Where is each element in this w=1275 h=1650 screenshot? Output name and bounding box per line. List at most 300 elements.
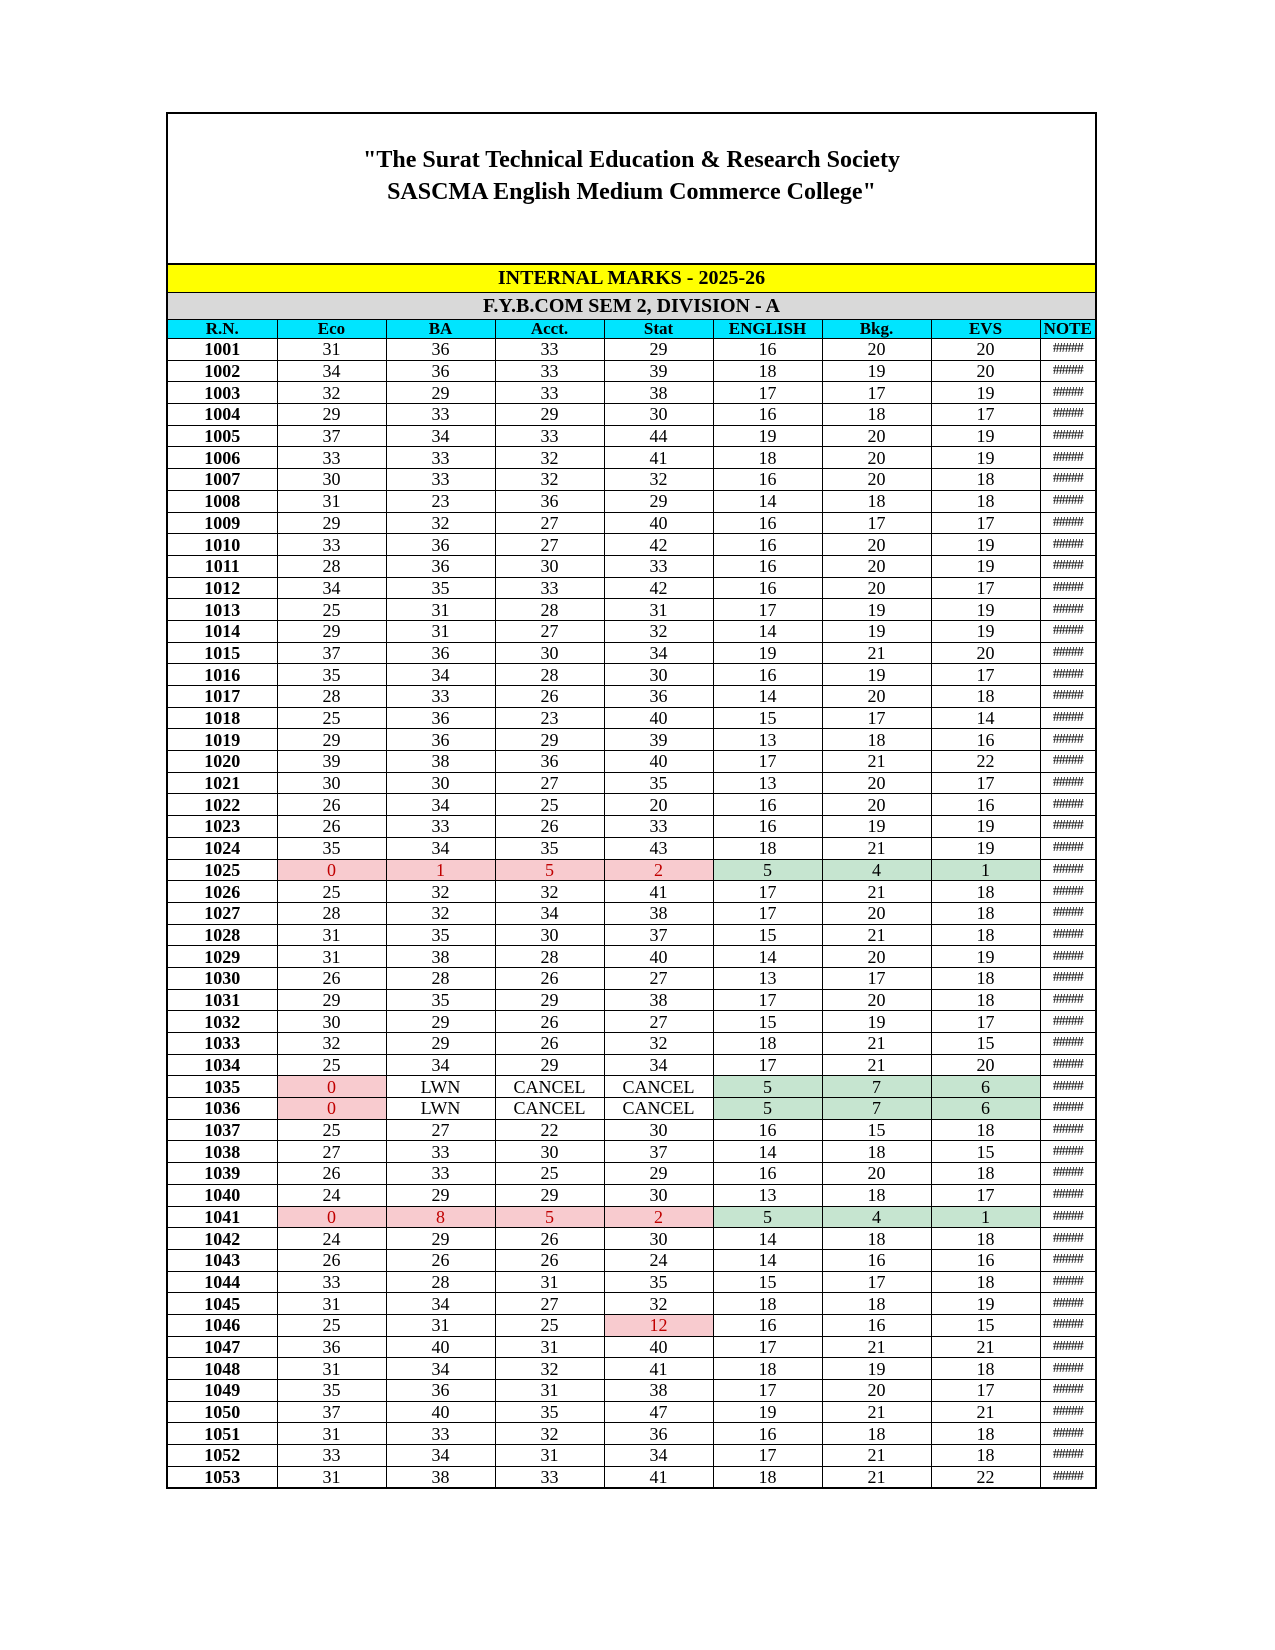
english-mark-cell: 5 (713, 1076, 822, 1098)
eco-mark-cell: 29 (277, 512, 386, 534)
acct-mark-cell: 33 (495, 360, 604, 382)
eco-mark-cell: 33 (277, 534, 386, 556)
ba-mark-cell: 31 (386, 1314, 495, 1336)
roll-number-cell: 1012 (168, 577, 277, 599)
bkg-mark-cell: 20 (822, 447, 931, 469)
roll-number-cell: 1021 (168, 772, 277, 794)
table-row (168, 729, 1095, 751)
eco-mark-cell: 30 (277, 772, 386, 794)
evs-mark-cell: 18 (931, 924, 1040, 946)
note-cell: ##### (1040, 1163, 1095, 1185)
stat-mark-cell: 37 (604, 924, 713, 946)
acct-mark-cell: 33 (495, 339, 604, 361)
stat-mark-cell: 35 (604, 772, 713, 794)
roll-number-cell: 1034 (168, 1054, 277, 1076)
table-row (168, 1445, 1095, 1467)
eco-mark-cell: 31 (277, 1423, 386, 1445)
eco-mark-cell: 25 (277, 1054, 386, 1076)
evs-mark-cell: 20 (931, 1054, 1040, 1076)
col-header-stat: Stat (604, 320, 713, 339)
bkg-mark-cell: 16 (822, 1314, 931, 1336)
acct-mark-cell: 32 (495, 447, 604, 469)
stat-mark-cell: 34 (604, 1445, 713, 1467)
note-cell: ##### (1040, 1054, 1095, 1076)
note-cell: ##### (1040, 1228, 1095, 1250)
table-row (168, 599, 1095, 621)
header-row (168, 320, 1095, 339)
bkg-mark-cell: 18 (822, 1293, 931, 1315)
eco-mark-cell: 32 (277, 382, 386, 404)
acct-mark-cell: 30 (495, 555, 604, 577)
acct-mark-cell: 29 (495, 1054, 604, 1076)
ba-mark-cell: 40 (386, 1401, 495, 1423)
eco-mark-cell: 37 (277, 642, 386, 664)
ba-mark-cell: 34 (386, 1054, 495, 1076)
evs-mark-cell: 19 (931, 534, 1040, 556)
table-row (168, 881, 1095, 903)
ba-mark-cell: 34 (386, 664, 495, 686)
evs-mark-cell: 17 (931, 512, 1040, 534)
eco-mark-cell: 25 (277, 1119, 386, 1141)
table-row (168, 902, 1095, 924)
acct-mark-cell: 32 (495, 469, 604, 491)
bkg-mark-cell: 21 (822, 1445, 931, 1467)
note-cell: ##### (1040, 881, 1095, 903)
col-header-acct: Acct. (495, 320, 604, 339)
roll-number-cell: 1009 (168, 512, 277, 534)
table-row (168, 1271, 1095, 1293)
stat-mark-cell: 38 (604, 902, 713, 924)
note-cell: ##### (1040, 967, 1095, 989)
note-cell: ##### (1040, 425, 1095, 447)
roll-number-cell: 1048 (168, 1358, 277, 1380)
acct-mark-cell: CANCEL (495, 1098, 604, 1120)
roll-number-cell: 1037 (168, 1119, 277, 1141)
bkg-mark-cell: 4 (822, 1206, 931, 1228)
acct-mark-cell: 26 (495, 967, 604, 989)
english-mark-cell: 19 (713, 642, 822, 664)
roll-number-cell: 1001 (168, 339, 277, 361)
evs-mark-cell: 18 (931, 1358, 1040, 1380)
english-mark-cell: 17 (713, 1380, 822, 1402)
ba-mark-cell: 36 (386, 707, 495, 729)
acct-mark-cell: 34 (495, 902, 604, 924)
bkg-mark-cell: 21 (822, 642, 931, 664)
english-mark-cell: 18 (713, 447, 822, 469)
acct-mark-cell: 26 (495, 686, 604, 708)
ba-mark-cell: 34 (386, 1445, 495, 1467)
bkg-mark-cell: 20 (822, 686, 931, 708)
ba-mark-cell: 29 (386, 1033, 495, 1055)
ba-mark-cell: 28 (386, 967, 495, 989)
eco-mark-cell: 26 (277, 794, 386, 816)
table-row (168, 382, 1095, 404)
english-mark-cell: 15 (713, 1011, 822, 1033)
table-row (168, 816, 1095, 838)
table-row (168, 1423, 1095, 1445)
roll-number-cell: 1029 (168, 946, 277, 968)
evs-mark-cell: 17 (931, 1380, 1040, 1402)
ba-mark-cell: 38 (386, 1466, 495, 1487)
evs-mark-cell: 18 (931, 967, 1040, 989)
roll-number-cell: 1018 (168, 707, 277, 729)
ba-mark-cell: 32 (386, 512, 495, 534)
table-row (168, 469, 1095, 491)
stat-mark-cell: 30 (604, 1184, 713, 1206)
note-cell: ##### (1040, 1011, 1095, 1033)
english-mark-cell: 17 (713, 382, 822, 404)
roll-number-cell: 1026 (168, 881, 277, 903)
stat-mark-cell: 47 (604, 1401, 713, 1423)
table-row (168, 1033, 1095, 1055)
evs-mark-cell: 6 (931, 1076, 1040, 1098)
english-mark-cell: 16 (713, 555, 822, 577)
english-mark-cell: 18 (713, 360, 822, 382)
ba-mark-cell: 29 (386, 1184, 495, 1206)
eco-mark-cell: 32 (277, 1033, 386, 1055)
english-mark-cell: 14 (713, 1249, 822, 1271)
stat-mark-cell: 44 (604, 425, 713, 447)
bkg-mark-cell: 19 (822, 664, 931, 686)
english-mark-cell: 18 (713, 1293, 822, 1315)
stat-mark-cell: 41 (604, 447, 713, 469)
evs-mark-cell: 17 (931, 1184, 1040, 1206)
evs-mark-cell: 19 (931, 1293, 1040, 1315)
table-row (168, 989, 1095, 1011)
note-cell: ##### (1040, 1184, 1095, 1206)
stat-mark-cell: 29 (604, 339, 713, 361)
bkg-mark-cell: 21 (822, 837, 931, 859)
evs-mark-cell: 1 (931, 859, 1040, 881)
bkg-mark-cell: 21 (822, 1466, 931, 1487)
note-cell: ##### (1040, 404, 1095, 426)
ba-mark-cell: 32 (386, 902, 495, 924)
bkg-mark-cell: 17 (822, 1271, 931, 1293)
stat-mark-cell: 34 (604, 1054, 713, 1076)
stat-mark-cell: 34 (604, 642, 713, 664)
roll-number-cell: 1050 (168, 1401, 277, 1423)
eco-mark-cell: 28 (277, 555, 386, 577)
stat-mark-cell: 27 (604, 967, 713, 989)
roll-number-cell: 1004 (168, 404, 277, 426)
table-row (168, 772, 1095, 794)
evs-mark-cell: 19 (931, 382, 1040, 404)
english-mark-cell: 16 (713, 1119, 822, 1141)
acct-mark-cell: 26 (495, 1033, 604, 1055)
bkg-mark-cell: 18 (822, 404, 931, 426)
ba-mark-cell: 35 (386, 924, 495, 946)
evs-mark-cell: 18 (931, 1163, 1040, 1185)
stat-mark-cell: 2 (604, 859, 713, 881)
eco-mark-cell: 26 (277, 816, 386, 838)
evs-mark-cell: 19 (931, 816, 1040, 838)
evs-mark-cell: 19 (931, 946, 1040, 968)
english-mark-cell: 17 (713, 1445, 822, 1467)
evs-mark-cell: 18 (931, 469, 1040, 491)
bkg-mark-cell: 20 (822, 469, 931, 491)
note-cell: ##### (1040, 664, 1095, 686)
english-mark-cell: 5 (713, 859, 822, 881)
col-header-rn: R.N. (168, 320, 277, 339)
table-row (168, 1163, 1095, 1185)
roll-number-cell: 1030 (168, 967, 277, 989)
acct-mark-cell: 29 (495, 1184, 604, 1206)
table-row (168, 512, 1095, 534)
stat-mark-cell: 38 (604, 989, 713, 1011)
bkg-mark-cell: 19 (822, 599, 931, 621)
note-cell: ##### (1040, 534, 1095, 556)
bkg-mark-cell: 7 (822, 1076, 931, 1098)
ba-mark-cell: 33 (386, 404, 495, 426)
bkg-mark-cell: 17 (822, 707, 931, 729)
ba-mark-cell: 33 (386, 469, 495, 491)
note-cell: ##### (1040, 1119, 1095, 1141)
ba-mark-cell: 35 (386, 989, 495, 1011)
evs-mark-cell: 22 (931, 751, 1040, 773)
roll-number-cell: 1044 (168, 1271, 277, 1293)
roll-number-cell: 1017 (168, 686, 277, 708)
eco-mark-cell: 26 (277, 1249, 386, 1271)
acct-mark-cell: 33 (495, 577, 604, 599)
stat-mark-cell: 32 (604, 469, 713, 491)
roll-number-cell: 1003 (168, 382, 277, 404)
eco-mark-cell: 29 (277, 620, 386, 642)
stat-mark-cell: 31 (604, 599, 713, 621)
bkg-mark-cell: 21 (822, 881, 931, 903)
evs-mark-cell: 18 (931, 989, 1040, 1011)
table-row (168, 1380, 1095, 1402)
evs-mark-cell: 19 (931, 837, 1040, 859)
stat-mark-cell: 32 (604, 1293, 713, 1315)
stat-mark-cell: 2 (604, 1206, 713, 1228)
note-cell: ##### (1040, 1293, 1095, 1315)
eco-mark-cell: 39 (277, 751, 386, 773)
table-row (168, 794, 1095, 816)
acct-mark-cell: 30 (495, 924, 604, 946)
roll-number-cell: 1039 (168, 1163, 277, 1185)
table-row (168, 534, 1095, 556)
ba-mark-cell: 23 (386, 490, 495, 512)
acct-mark-cell: 32 (495, 881, 604, 903)
evs-mark-cell: 20 (931, 360, 1040, 382)
english-mark-cell: 18 (713, 1033, 822, 1055)
ba-mark-cell: 33 (386, 1141, 495, 1163)
table-row (168, 642, 1095, 664)
evs-mark-cell: 19 (931, 447, 1040, 469)
acct-mark-cell: 31 (495, 1336, 604, 1358)
eco-mark-cell: 34 (277, 360, 386, 382)
society-title: "The Surat Technical Education & Research Society (363, 147, 900, 173)
note-cell: ##### (1040, 620, 1095, 642)
english-mark-cell: 13 (713, 772, 822, 794)
bkg-mark-cell: 19 (822, 816, 931, 838)
acct-mark-cell: 27 (495, 1293, 604, 1315)
eco-mark-cell: 25 (277, 707, 386, 729)
ba-mark-cell: 30 (386, 772, 495, 794)
evs-mark-cell: 21 (931, 1401, 1040, 1423)
roll-number-cell: 1028 (168, 924, 277, 946)
eco-mark-cell: 0 (277, 1206, 386, 1228)
bkg-mark-cell: 20 (822, 772, 931, 794)
college-title: SASCMA English Medium Commerce College" (387, 179, 876, 205)
stat-mark-cell: 36 (604, 686, 713, 708)
stat-mark-cell: 30 (604, 1119, 713, 1141)
english-mark-cell: 16 (713, 469, 822, 491)
english-mark-cell: 16 (713, 1423, 822, 1445)
eco-mark-cell: 31 (277, 1466, 386, 1487)
eco-mark-cell: 31 (277, 1358, 386, 1380)
col-header-bkg: Bkg. (822, 320, 931, 339)
evs-mark-cell: 18 (931, 686, 1040, 708)
roll-number-cell: 1053 (168, 1466, 277, 1487)
stat-mark-cell: 24 (604, 1249, 713, 1271)
english-mark-cell: 15 (713, 707, 822, 729)
bkg-mark-cell: 7 (822, 1098, 931, 1120)
evs-mark-cell: 20 (931, 642, 1040, 664)
ba-mark-cell: 26 (386, 1249, 495, 1271)
english-mark-cell: 16 (713, 534, 822, 556)
eco-mark-cell: 0 (277, 1098, 386, 1120)
table-row (168, 967, 1095, 989)
english-mark-cell: 14 (713, 686, 822, 708)
eco-mark-cell: 27 (277, 1141, 386, 1163)
acct-mark-cell: 26 (495, 1228, 604, 1250)
bkg-mark-cell: 18 (822, 1141, 931, 1163)
english-mark-cell: 16 (713, 664, 822, 686)
english-mark-cell: 16 (713, 794, 822, 816)
acct-mark-cell: 36 (495, 490, 604, 512)
evs-mark-cell: 18 (931, 1445, 1040, 1467)
stat-mark-cell: 38 (604, 382, 713, 404)
ba-mark-cell: 33 (386, 447, 495, 469)
acct-mark-cell: 23 (495, 707, 604, 729)
note-cell: ##### (1040, 490, 1095, 512)
note-cell: ##### (1040, 642, 1095, 664)
table-row (168, 1336, 1095, 1358)
english-mark-cell: 19 (713, 425, 822, 447)
col-header-ba: BA (386, 320, 495, 339)
acct-mark-cell: 36 (495, 751, 604, 773)
evs-mark-cell: 19 (931, 599, 1040, 621)
roll-number-cell: 1011 (168, 555, 277, 577)
roll-number-cell: 1043 (168, 1249, 277, 1271)
table-row (168, 1314, 1095, 1336)
english-mark-cell: 17 (713, 881, 822, 903)
evs-mark-cell: 19 (931, 425, 1040, 447)
stat-mark-cell: 40 (604, 946, 713, 968)
stat-mark-cell: 42 (604, 577, 713, 599)
acct-mark-cell: 26 (495, 1249, 604, 1271)
acct-mark-cell: 25 (495, 1314, 604, 1336)
bkg-mark-cell: 18 (822, 729, 931, 751)
note-cell: ##### (1040, 1076, 1095, 1098)
bkg-mark-cell: 19 (822, 1011, 931, 1033)
table-row (168, 1076, 1095, 1098)
note-cell: ##### (1040, 707, 1095, 729)
note-cell: ##### (1040, 339, 1095, 361)
acct-mark-cell: 25 (495, 794, 604, 816)
evs-mark-cell: 16 (931, 794, 1040, 816)
english-mark-cell: 17 (713, 599, 822, 621)
evs-mark-cell: 18 (931, 1119, 1040, 1141)
acct-mark-cell: 26 (495, 816, 604, 838)
note-cell: ##### (1040, 1141, 1095, 1163)
eco-mark-cell: 33 (277, 1271, 386, 1293)
roll-number-cell: 1022 (168, 794, 277, 816)
eco-mark-cell: 31 (277, 946, 386, 968)
english-mark-cell: 14 (713, 1141, 822, 1163)
bkg-mark-cell: 20 (822, 989, 931, 1011)
roll-number-cell: 1051 (168, 1423, 277, 1445)
bkg-mark-cell: 4 (822, 859, 931, 881)
title-box (168, 114, 1095, 265)
english-mark-cell: 16 (713, 1314, 822, 1336)
ba-mark-cell: 34 (386, 794, 495, 816)
evs-mark-cell: 22 (931, 1466, 1040, 1487)
acct-mark-cell: 33 (495, 425, 604, 447)
roll-number-cell: 1033 (168, 1033, 277, 1055)
english-mark-cell: 14 (713, 490, 822, 512)
eco-mark-cell: 33 (277, 1445, 386, 1467)
eco-mark-cell: 31 (277, 1293, 386, 1315)
roll-number-cell: 1036 (168, 1098, 277, 1120)
table-row (168, 859, 1095, 881)
bkg-mark-cell: 20 (822, 902, 931, 924)
english-mark-cell: 16 (713, 577, 822, 599)
acct-mark-cell: 5 (495, 1206, 604, 1228)
roll-number-cell: 1042 (168, 1228, 277, 1250)
note-cell: ##### (1040, 512, 1095, 534)
note-cell: ##### (1040, 599, 1095, 621)
col-header-eco: Eco (277, 320, 386, 339)
note-cell: ##### (1040, 1033, 1095, 1055)
roll-number-cell: 1019 (168, 729, 277, 751)
roll-number-cell: 1040 (168, 1184, 277, 1206)
ba-mark-cell: 36 (386, 1380, 495, 1402)
table-row (168, 1206, 1095, 1228)
eco-mark-cell: 29 (277, 989, 386, 1011)
ba-mark-cell: 31 (386, 620, 495, 642)
table-row (168, 1228, 1095, 1250)
bkg-mark-cell: 20 (822, 1163, 931, 1185)
evs-mark-cell: 15 (931, 1033, 1040, 1055)
table-row (168, 707, 1095, 729)
evs-mark-cell: 14 (931, 707, 1040, 729)
acct-mark-cell: 28 (495, 599, 604, 621)
note-cell: ##### (1040, 686, 1095, 708)
roll-number-cell: 1007 (168, 469, 277, 491)
note-cell: ##### (1040, 1466, 1095, 1487)
note-cell: ##### (1040, 816, 1095, 838)
table-row (168, 837, 1095, 859)
note-cell: ##### (1040, 1249, 1095, 1271)
english-mark-cell: 17 (713, 1054, 822, 1076)
table-row (168, 946, 1095, 968)
english-mark-cell: 17 (713, 751, 822, 773)
ba-mark-cell: 34 (386, 425, 495, 447)
ba-mark-cell: 40 (386, 1336, 495, 1358)
stat-mark-cell: 27 (604, 1011, 713, 1033)
acct-mark-cell: 27 (495, 620, 604, 642)
table-row (168, 1054, 1095, 1076)
eco-mark-cell: 35 (277, 1380, 386, 1402)
roll-number-cell: 1035 (168, 1076, 277, 1098)
ba-mark-cell: 29 (386, 1011, 495, 1033)
eco-mark-cell: 34 (277, 577, 386, 599)
roll-number-cell: 1013 (168, 599, 277, 621)
eco-mark-cell: 30 (277, 1011, 386, 1033)
acct-mark-cell: 35 (495, 837, 604, 859)
